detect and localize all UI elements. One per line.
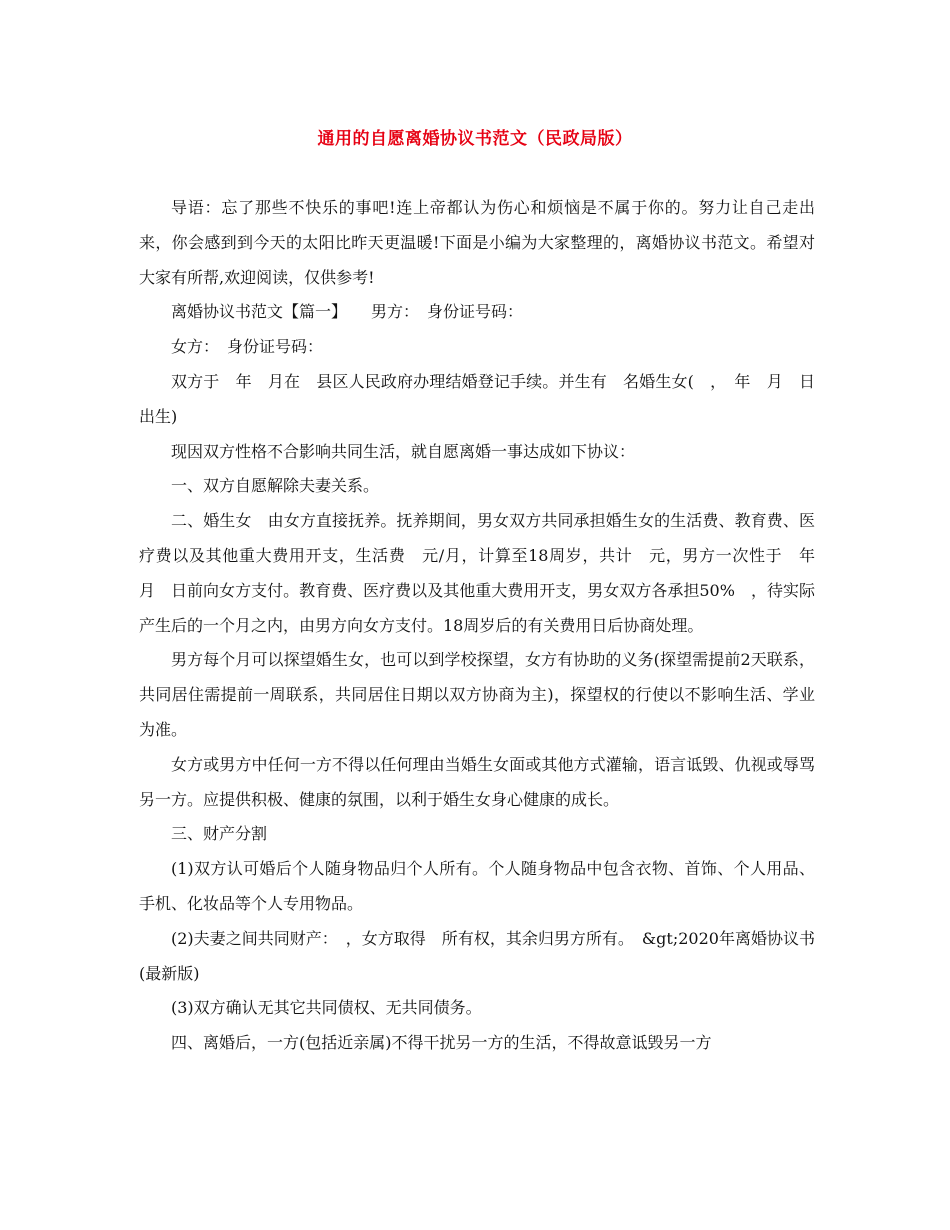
paragraph-clause-3: 三、财产分割 xyxy=(171,824,268,844)
document-title: 通用的自愿离婚协议书范文（民政局版） xyxy=(317,129,633,149)
paragraph-marriage-registration: 双方于 年 月在 县区人民政府办理结婚登记手续。并生有 名婚生女( ， 年 月 日出生) xyxy=(139,371,815,426)
paragraph-property-2: (2)夫妻之间共同财产： ，女方取得 所有权，其余归男方所有。 &gt;2020年离婚协议书(最新版) xyxy=(139,928,815,983)
paragraph-clause-1: 一、双方自愿解除夫妻关系。 xyxy=(171,476,380,496)
paragraph-intro: 导语：忘了那些不快乐的事吧!连上帝都认为伤心和烦恼是不属于你的。努力让自己走出来，你会感到到今天的太阳比昨天更温暖!下面是小编为大家整理的，离婚协议书范文。希望对大家有所帮,欢迎阅读，仅供参考! xyxy=(139,198,815,287)
document-body xyxy=(139,191,832,1061)
paragraph-property-3: (3)双方确认无其它共同债权、无共同债务。 xyxy=(171,998,482,1018)
paragraph-clause-4: 四、离婚后，一方(包括近亲属)不得干扰另一方的生活，不得故意诋毁另一方 xyxy=(171,1033,712,1053)
paragraph-section-heading: 离婚协议书范文【篇一】 男方： 身份证号码： xyxy=(171,302,524,322)
paragraph-female-party: 女方： 身份证号码： xyxy=(171,337,324,357)
paragraph-property-1: (1)双方认可婚后个人随身物品归个人所有。个人随身物品中包含衣物、首饰、个人用品、手机、化妆品等个人专用物品。 xyxy=(139,859,815,913)
paragraph-no-defamation: 女方或男方中任何一方不得以任何理由当婚生女面或其他方式灌输，语言诋毁、仇视或辱骂另一方。应提供积极、健康的氛围，以利于婚生女身心健康的成长。 xyxy=(139,754,815,809)
paragraph-visitation: 男方每个月可以探望婚生女，也可以到学校探望，女方有协助的义务(探望需提前2天联系，共同居住需提前一周联系，共同居住日期以双方协商为主)，探望权的行使以不影响生活、学业为准。 xyxy=(139,650,815,739)
paragraph-agreement-reason: 现因双方性格不合影响共同生活，就自愿离婚一事达成如下协议： xyxy=(171,441,636,461)
paragraph-clause-2: 二、婚生女 由女方直接抚养。抚养期间，男女双方共同承担婚生女的生活费、教育费、医疗费以及其他重大费用开支，生活费 元/月，计算至18周岁，共计 元，男方一次性于 年 月 日前向女方支付。教育费、医疗费以及其他重大费用开支，男女双方各承担50% ，待实际产生后的一个月之内，由男方向女方支付。18周岁后的有关费用日后协商处理。 xyxy=(139,511,832,635)
